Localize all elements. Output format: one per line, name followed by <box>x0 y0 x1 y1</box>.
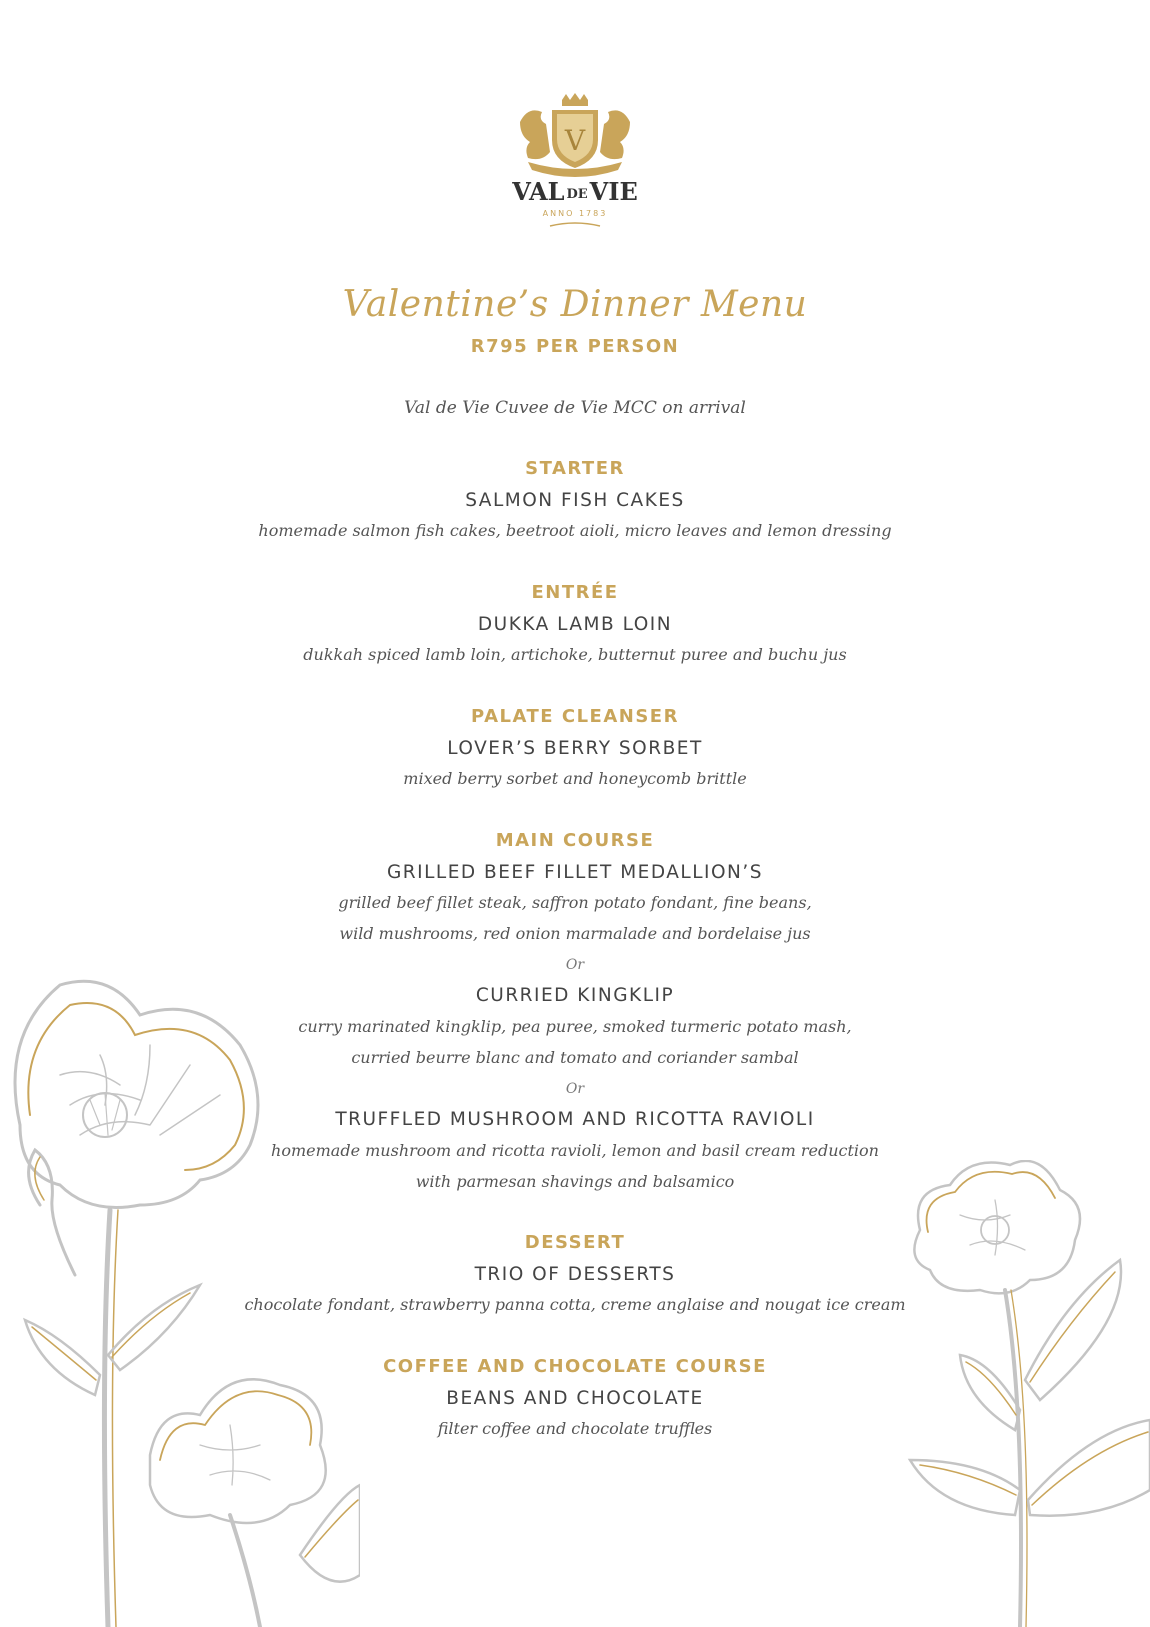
dish-description: filter coffee and chocolate truffles <box>437 1419 713 1438</box>
dish-description: homemade mushroom and ricotta ravioli, lemon and basil cream reduction <box>271 1141 879 1160</box>
or-separator: Or <box>565 1081 585 1097</box>
menu-title: Valentine’s Dinner Menu <box>342 284 808 325</box>
dish-description: with parmesan shavings and balsamico <box>415 1172 735 1191</box>
dish-name: LOVER’S BERRY SORBET <box>447 738 703 759</box>
dish-description: chocolate fondant, strawberry panna cotta, creme anglaise and nougat ice cream <box>244 1295 906 1314</box>
dish-name: TRIO OF DESSERTS <box>474 1264 676 1285</box>
dish-name: GRILLED BEEF FILLET MEDALLION’S <box>386 862 764 883</box>
crest-icon <box>480 92 670 242</box>
dish-description: mixed berry sorbet and honeycomb brittle <box>403 769 747 788</box>
section-heading-coffee-and-chocolate: COFFEE AND CHOCOLATE COURSE <box>383 1356 767 1377</box>
left-flower-illustration <box>0 975 360 1627</box>
dish-description: homemade salmon fish cakes, beetroot aioli, micro leaves and lemon dressing <box>258 521 892 540</box>
section-heading-entree: ENTRÉE <box>531 582 619 603</box>
or-separator: Or <box>565 957 585 973</box>
section-heading-main-course: MAIN COURSE <box>495 830 655 851</box>
price-per-person: R795 PER PERSON <box>470 336 680 357</box>
dish-description: dukkah spiced lamb loin, artichoke, butternut puree and buchu jus <box>303 645 847 664</box>
dish-name: DUKKA LAMB LOIN <box>477 614 673 635</box>
right-flower-illustration <box>900 1160 1150 1627</box>
anno-text: ANNO 1783 <box>542 209 608 218</box>
dish-description: grilled beef fillet steak, saffron potato fondant, fine beans, <box>338 893 812 912</box>
dish-description: curry marinated kingklip, pea puree, smoked turmeric potato mash, <box>298 1017 852 1036</box>
dish-name: BEANS AND CHOCOLATE <box>446 1388 704 1409</box>
dish-name: SALMON FISH CAKES <box>465 490 685 511</box>
dish-description: wild mushrooms, red onion marmalade and bordelaise jus <box>339 924 811 943</box>
val-de-vie-logo <box>480 92 670 242</box>
dish-name: CURRIED KINGKLIP <box>475 985 675 1006</box>
dish-name: TRUFFLED MUSHROOM AND RICOTTA RAVIOLI <box>335 1109 815 1130</box>
section-heading-palate-cleanser: PALATE CLEANSER <box>471 706 679 727</box>
svg-text:VALDEVIE: VAL DEVIE <box>512 177 638 206</box>
section-heading-starter: STARTER <box>525 458 625 479</box>
crest-letter: V <box>564 124 586 157</box>
section-heading-dessert: DESSERT <box>524 1232 626 1253</box>
dish-description: curried beurre blanc and tomato and coriander sambal <box>351 1048 799 1067</box>
arrival-drink: Val de Vie Cuvee de Vie MCC on arrival <box>404 398 746 418</box>
